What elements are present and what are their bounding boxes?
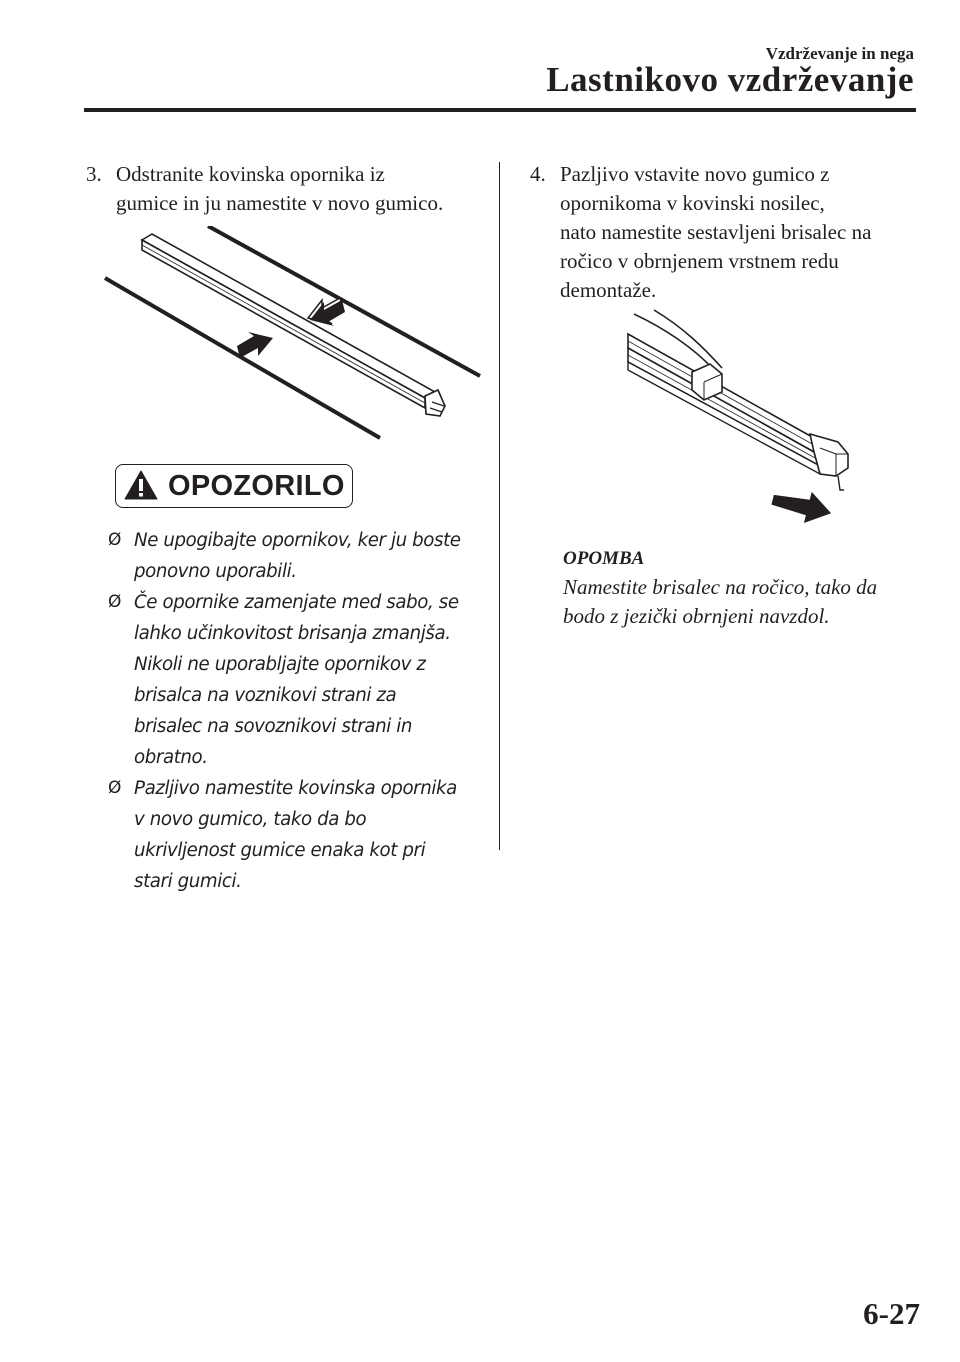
step-4-line: opornikoma v kovinski nosilec, xyxy=(560,191,825,215)
bullet-arrow-icon: Ø xyxy=(108,592,121,612)
note xyxy=(563,544,877,631)
warning-item xyxy=(108,525,488,587)
step-4 xyxy=(530,160,930,305)
step-4-number: 4. xyxy=(530,162,546,186)
warning-item xyxy=(108,773,488,897)
wiper-holder-illustration xyxy=(624,308,864,528)
bullet-arrow-icon: Ø xyxy=(108,530,121,550)
warning-box xyxy=(115,464,353,508)
step-3-line: gumice in ju namestite v novo gumico. xyxy=(116,191,444,215)
header-title: Lastnikovo vzdrževanje xyxy=(546,60,914,99)
warning-line: stari gumici. xyxy=(134,871,242,892)
note-heading: OPOMBA xyxy=(563,548,645,569)
warning-line: lahko učinkovitost brisanja zmanjša. xyxy=(134,623,451,644)
column-divider xyxy=(499,162,500,850)
arrow-insert-icon xyxy=(769,483,835,528)
page-number: 6-27 xyxy=(863,1296,920,1331)
step-4-line: Pazljivo vstavite novo gumico z xyxy=(560,162,830,186)
step-3-line: Odstranite kovinska opornika iz xyxy=(116,162,385,186)
warning-line: Če opornike zamenjate med sabo, se xyxy=(134,592,459,613)
warning-triangle-icon xyxy=(124,469,158,501)
warning-label: OPOZORILO xyxy=(168,470,345,502)
warning-item xyxy=(108,587,488,773)
step-3-number: 3. xyxy=(86,162,102,186)
header-rule xyxy=(84,108,916,112)
warning-line: v novo gumico, tako da bo xyxy=(134,809,367,830)
warning-line: brisalec na sovoznikovi strani in xyxy=(134,716,413,737)
warning-line: Nikoli ne uporabljajte opornikov z xyxy=(134,654,426,675)
warning-line: ponovno uporabili. xyxy=(134,561,297,582)
arrow-insert-upper-icon xyxy=(308,298,345,326)
warning-list xyxy=(108,525,488,897)
warning-line: obratno. xyxy=(134,747,208,768)
step-4-line: nato namestite sestavljeni brisalec na xyxy=(560,220,872,244)
wiper-rubber-illustration xyxy=(100,226,490,446)
step-3 xyxy=(86,160,486,218)
warning-line: ukrivljenost gumice enaka kot pri xyxy=(134,840,426,861)
warning-line: brisalca na voznikovi strani za xyxy=(134,685,397,706)
bullet-arrow-icon: Ø xyxy=(108,778,121,798)
header-subtitle: Vzdrževanje in nega xyxy=(765,44,914,63)
arrow-insert-lower-icon xyxy=(237,332,273,358)
blade-holder xyxy=(628,310,848,490)
warning-line: Pazljivo namestite kovinska opornika xyxy=(134,778,457,799)
warning-line: Ne upogibajte opornikov, ker ju boste xyxy=(134,530,461,551)
step-4-line: demontaže. xyxy=(560,278,657,302)
note-line: bodo z jezički obrnjeni navzdol. xyxy=(563,604,830,628)
note-line: Namestite brisalec na ročico, tako da xyxy=(563,575,878,599)
step-4-line: ročico v obrnjenem vrstnem redu xyxy=(560,249,839,273)
